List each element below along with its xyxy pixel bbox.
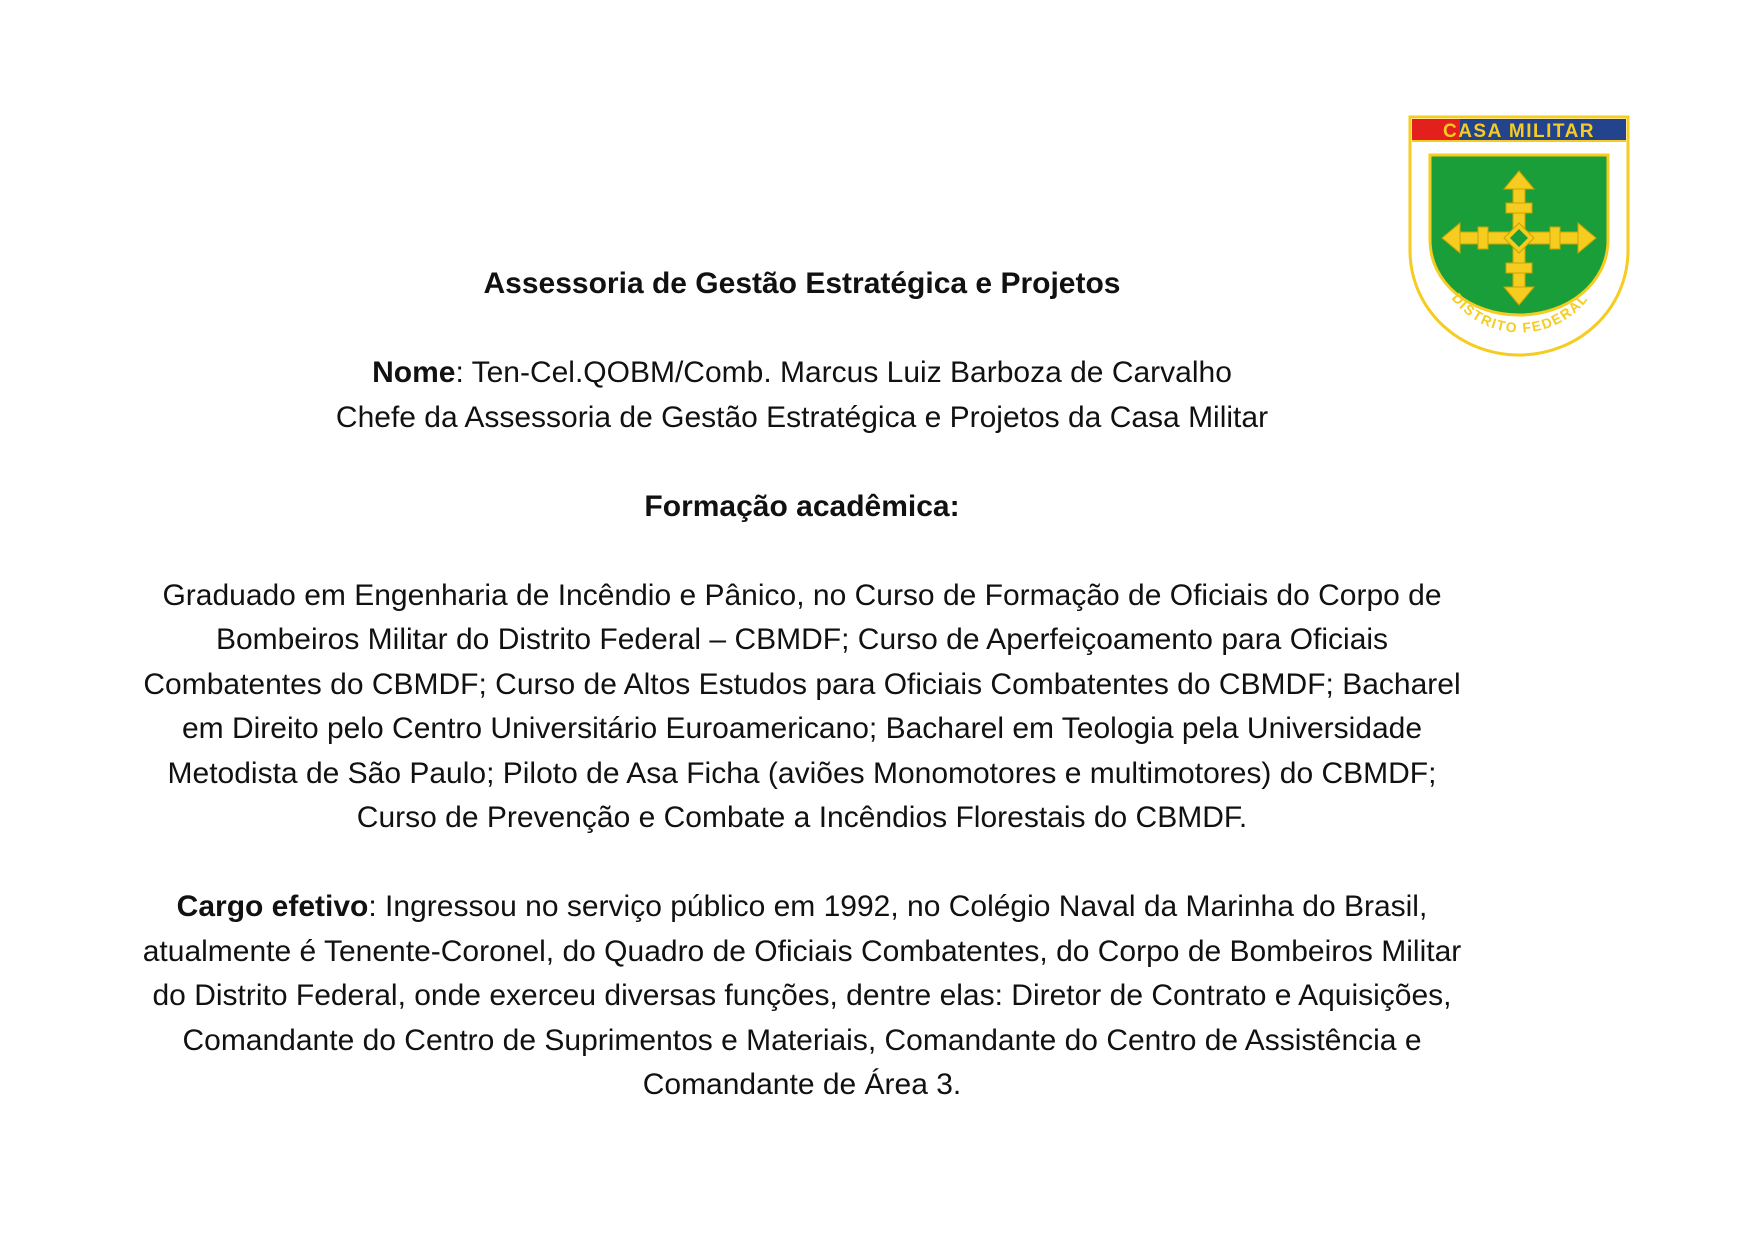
education-line: Metodista de São Paulo; Piloto de Asa Ficha (aviões Monomotores e multimotores) do CBMDF; [167,756,1437,790]
spacer [62,841,1542,886]
career-first-text: : Ingressou no serviço público em 1992, no Colégio Naval da Marinha do Brasil, [368,890,1428,923]
career-line: do Distrito Federal, onde exerceu diversas funções, dentre elas: Diretor de Contrato e Aquisições, [152,979,1452,1012]
name-label: Nome [372,356,456,389]
emblem-bottom-text: DISTRITO FEDERAL [1448,289,1592,336]
position-line: Chefe da Assessoria de Gestão Estratégica e Projetos da Casa Militar [335,400,1269,434]
education-heading: Formação acadêmica: [644,489,960,523]
name-line [62,351,1542,396]
education-line: Bombeiros Militar do Distrito Federal – CBMDF; Curso de Aperfeiçoamento para Oficiais [215,623,1389,656]
education-line: Graduado em Engenharia de Incêndio e Pânico, no Curso de Formação de Oficiais do Corpo de [162,578,1442,612]
spacer [62,529,1542,574]
page-title: Assessoria de Gestão Estratégica e Projetos [483,267,1121,300]
career-first-line [62,885,1542,930]
career-line: Comandante do Centro de Suprimentos e Materiais, Comandante do Centro de Assistência e [182,1023,1422,1057]
career-label: Cargo efetivo [176,890,369,923]
spacer [62,440,1542,485]
career-line: atualmente é Tenente-Coronel, do Quadro de Oficiais Combatentes, do Corpo de Bombeiros Militar [142,934,1462,968]
emblem-top-text: CASA MILITAR [1442,121,1596,142]
career-line: Comandante de Área 3. [642,1068,962,1101]
education-line: em Direito pelo Centro Universitário Euroamericano; Bacharel em Teologia pela Universidade [181,712,1423,745]
name-value: : Ten-Cel.QOBM/Comb. Marcus Luiz Barboza de Carvalho [455,356,1232,389]
spacer [62,307,1542,352]
education-line: Curso de Prevenção e Combate a Incêndios Florestais do CBMDF. [356,801,1248,834]
document-body [62,262,1542,1108]
education-line: Combatentes do CBMDF; Curso de Altos Estudos para Oficiais Combatentes do CBMDF; Bacharel [143,667,1461,701]
